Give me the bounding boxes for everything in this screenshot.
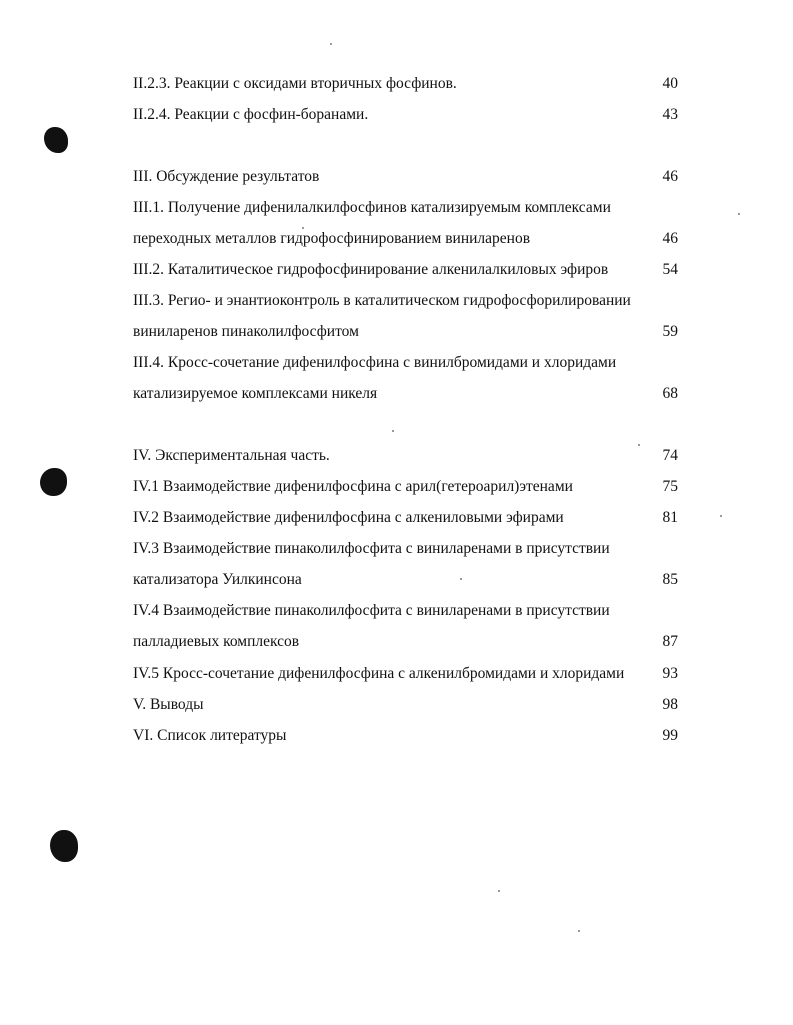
toc-entry bbox=[133, 72, 678, 96]
toc-entry-title: IV.2 Взаимодействие дифенилфосфина с алкениловыми эфирами bbox=[133, 509, 564, 526]
toc-entry-title: IV.3 Взаимодействие пинаколилфосфита с виниларенами в присутствии bbox=[133, 540, 610, 557]
toc-entry-page: 87 bbox=[662, 633, 678, 650]
toc-entry bbox=[133, 537, 678, 561]
toc-entry bbox=[133, 693, 678, 717]
toc-entry bbox=[133, 662, 678, 686]
scan-speck bbox=[720, 515, 722, 517]
toc-entry-page: 68 bbox=[662, 385, 678, 402]
toc-entry bbox=[133, 382, 678, 406]
toc-entry-page: 85 bbox=[662, 571, 678, 588]
toc-entry-page: 54 bbox=[662, 261, 678, 278]
toc-entry bbox=[133, 506, 678, 530]
toc-entry bbox=[133, 103, 678, 127]
toc-entry-title: II.2.3. Реакции с оксидами вторичных фосфинов. bbox=[133, 75, 457, 92]
toc-entry-page: 99 bbox=[662, 727, 678, 744]
punch-hole-mark-middle bbox=[40, 468, 67, 496]
toc-entry-title: катализируемое комплексами никеля bbox=[133, 385, 378, 402]
toc-entry-title: переходных металлов гидрофосфинированием виниларенов bbox=[133, 230, 531, 247]
toc-entry-page: 43 bbox=[662, 106, 678, 123]
toc-entry bbox=[133, 475, 678, 499]
toc-entry-title: III.4. Кросс-сочетание дифенилфосфина с винилбромидами и хлоридами bbox=[133, 354, 617, 371]
toc-entry-page: 59 bbox=[662, 323, 678, 340]
toc-entry-title: III.1. Получение дифенилалкилфосфинов катализируемым комплексами bbox=[133, 199, 611, 216]
toc-entry bbox=[133, 227, 678, 251]
toc-entry-title: IV.4 Взаимодействие пинаколилфосфита с виниларенами в присутствии bbox=[133, 602, 610, 619]
toc-entry bbox=[133, 568, 678, 592]
scan-speck bbox=[498, 890, 500, 892]
toc-entry-title: катализатора Уилкинсона bbox=[133, 571, 302, 588]
toc-entry-title: III. Обсуждение результатов bbox=[133, 168, 320, 185]
toc-entry-title: IV.5 Кросс-сочетание дифенилфосфина с алкенилбромидами и хлоридами bbox=[133, 665, 625, 682]
toc-entry bbox=[133, 599, 678, 623]
scan-speck bbox=[578, 930, 580, 932]
toc-entry-page: 81 bbox=[662, 509, 678, 526]
toc-entry bbox=[133, 724, 678, 748]
toc-entry bbox=[133, 444, 678, 468]
toc-entry-page: 74 bbox=[662, 447, 678, 464]
toc-entry-title: II.2.4. Реакции с фосфин-боранами. bbox=[133, 106, 369, 123]
toc-entry-page: 75 bbox=[662, 478, 678, 495]
scan-speck bbox=[330, 43, 332, 45]
toc-entry bbox=[133, 196, 678, 220]
scan-speck bbox=[392, 430, 394, 432]
toc-entry bbox=[133, 289, 678, 313]
toc-entry-title: виниларенов пинаколилфосфитом bbox=[133, 323, 359, 340]
toc-entry bbox=[133, 320, 678, 344]
toc-entry bbox=[133, 165, 678, 189]
toc-entry-title: III.2. Каталитическое гидрофосфинирование алкенилалкиловых эфиров bbox=[133, 261, 609, 278]
punch-hole-mark-top bbox=[44, 127, 68, 153]
toc-entry bbox=[133, 351, 678, 375]
toc-entry-title: палладиевых комплексов bbox=[133, 633, 300, 650]
toc-entry-page: 46 bbox=[662, 230, 678, 247]
toc-entry-page: 46 bbox=[662, 168, 678, 185]
toc-entry-page: 93 bbox=[662, 665, 678, 682]
scan-speck bbox=[738, 213, 740, 215]
toc-entry-title: III.3. Регио- и энантиоконтроль в каталитическом гидрофосфорилировании bbox=[133, 292, 631, 309]
toc-entry-title: IV.1 Взаимодействие дифенилфосфина с арил(гетероарил)этенами bbox=[133, 478, 573, 495]
punch-hole-mark-bottom bbox=[50, 830, 78, 862]
toc-entry-page: 40 bbox=[662, 75, 678, 92]
toc-entry-title: V. Выводы bbox=[133, 696, 204, 713]
toc-entry-title: IV. Экспериментальная часть. bbox=[133, 447, 330, 464]
toc-entry bbox=[133, 630, 678, 654]
toc-entry-page: 98 bbox=[662, 696, 678, 713]
toc-entry bbox=[133, 258, 678, 282]
toc-entry-title: VI. Список литературы bbox=[133, 727, 287, 744]
